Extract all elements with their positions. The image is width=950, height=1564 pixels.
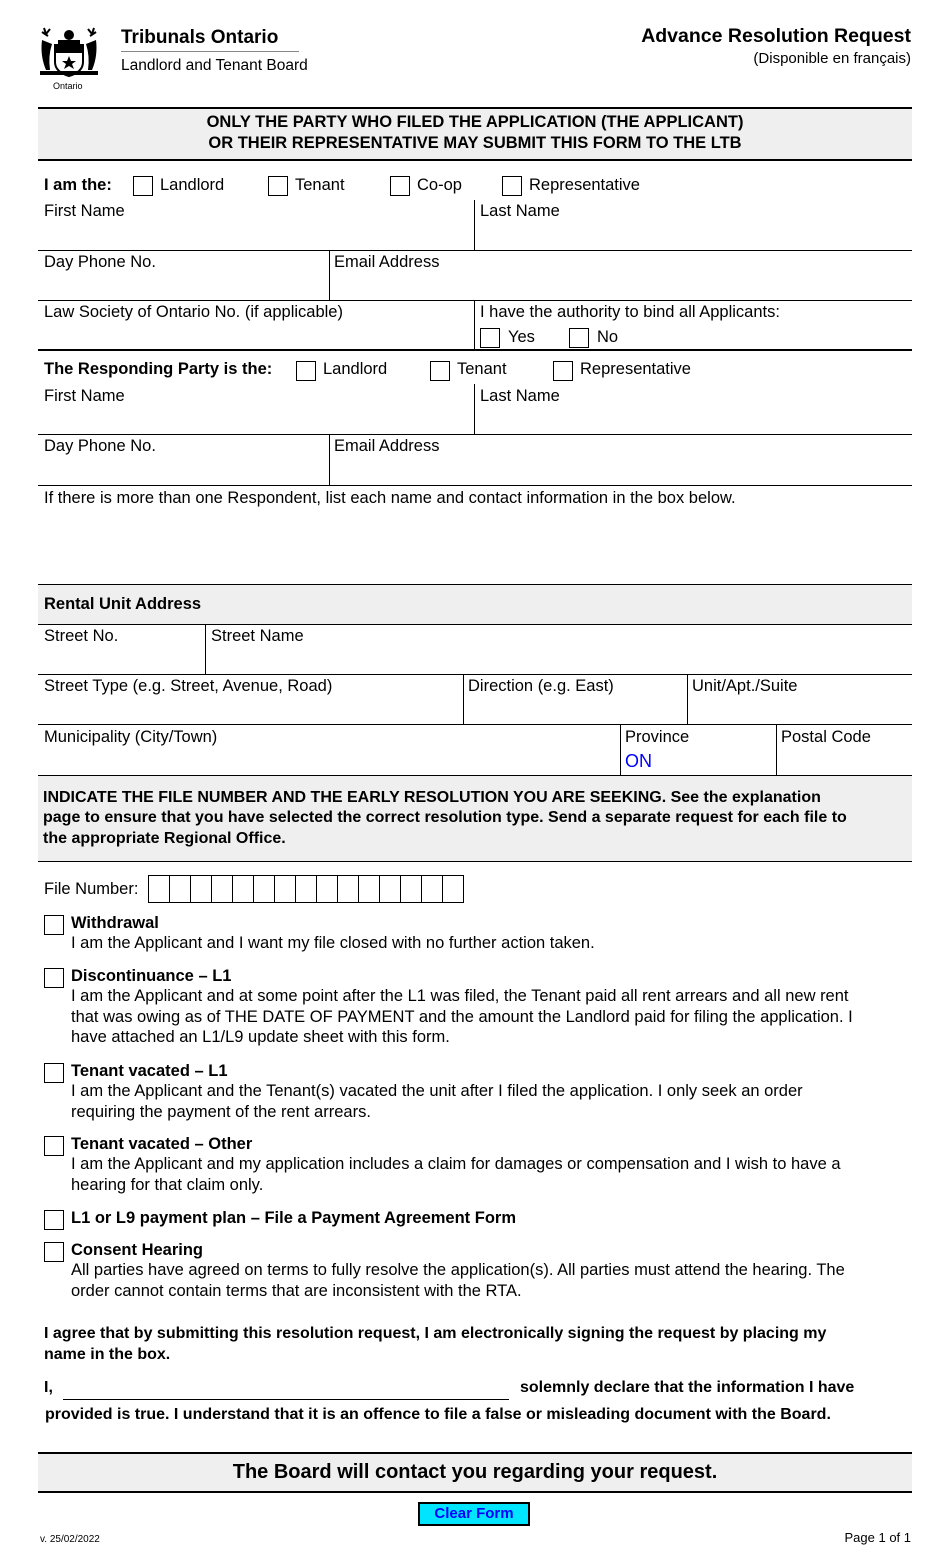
row-divider — [38, 300, 912, 301]
tenant-vacated-other-desc-line: hearing for that claim only. — [71, 1175, 264, 1194]
applicant-day-phone-field[interactable] — [38, 273, 328, 299]
respondent-day-phone-field[interactable] — [38, 457, 328, 484]
discontinuance-l1-desc-line: that was owing as of THE DATE OF PAYMENT and the amount the Landlord paid for filing the application. I — [71, 1007, 853, 1026]
consent-hearing-title: Consent Hearing — [71, 1241, 204, 1259]
board-name: Landlord and Tenant Board — [121, 57, 308, 74]
payment-plan-option — [71, 1208, 911, 1228]
agree-statement-line-1: I agree that by submitting this resolution request, I am electronically signing the request by placing my — [44, 1325, 827, 1342]
authority-yes-checkbox[interactable] — [480, 328, 500, 348]
respondent-role-tenant-label: Tenant — [457, 360, 507, 378]
withdrawal-option — [71, 913, 911, 954]
french-availability-note: (Disponible en français) — [753, 50, 911, 67]
tenant-vacated-l1-checkbox[interactable] — [44, 1063, 64, 1083]
withdrawal-checkbox[interactable] — [44, 915, 64, 935]
banner-bottom-rule — [38, 159, 912, 161]
authority-label: I have the authority to bind all Applicants: — [480, 303, 780, 321]
province-value[interactable]: ON — [625, 751, 652, 771]
field-divider — [474, 200, 475, 250]
respondent-first-name-label: First Name — [44, 387, 125, 405]
street-type-label: Street Type (e.g. Street, Avenue, Road) — [44, 677, 333, 695]
agree-statement-line-2: name in the box. — [44, 1346, 171, 1363]
rental-address-heading: Rental Unit Address — [44, 595, 202, 613]
tenant-vacated-other-title: Tenant vacated – Other — [71, 1135, 253, 1153]
instructions-line-3: the appropriate Regional Office. — [43, 830, 286, 847]
applicant-role-tenant-label: Tenant — [295, 176, 345, 194]
tenant-vacated-l1-title: Tenant vacated – L1 — [71, 1062, 228, 1080]
applicant-first-name-label: First Name — [44, 202, 125, 220]
discontinuance-l1-option — [71, 966, 911, 1048]
file-number-digit-box[interactable] — [232, 875, 254, 903]
discontinuance-l1-desc-line: have attached an L1/L9 update sheet with this form. — [71, 1028, 450, 1046]
respondent-role-landlord-checkbox[interactable] — [296, 361, 316, 381]
payment-plan-title: L1 or L9 payment plan – File a Payment Agreement Form — [71, 1209, 517, 1227]
tenant-vacated-l1-desc-line: requiring the payment of the rent arrears. — [71, 1102, 371, 1121]
more-respondents-note: If there is more than one Respondent, list each name and contact information in the box below. — [44, 489, 736, 507]
applicant-day-phone-label: Day Phone No. — [44, 253, 156, 271]
respondent-email-field[interactable] — [331, 457, 911, 484]
org-name: Tribunals Ontario — [121, 27, 279, 48]
respondent-email-label: Email Address — [334, 437, 440, 455]
withdrawal-desc-line: I am the Applicant and I want my file closed with no further action taken. — [71, 934, 595, 952]
applicant-role-coop-checkbox[interactable] — [390, 176, 410, 196]
declaration-i-label: I, — [44, 1379, 53, 1396]
tenant-vacated-other-checkbox[interactable] — [44, 1136, 64, 1156]
file-number-digit-box[interactable] — [400, 875, 422, 903]
row-divider — [38, 674, 912, 675]
file-number-digit-box[interactable] — [316, 875, 338, 903]
row-divider — [38, 485, 912, 486]
street-name-field[interactable] — [207, 647, 911, 673]
respondent-role-representative-checkbox[interactable] — [553, 361, 573, 381]
section-divider — [38, 349, 912, 351]
street-name-label: Street Name — [211, 627, 304, 645]
tenant-vacated-l1-option — [71, 1061, 911, 1122]
file-number-digit-box[interactable] — [421, 875, 443, 903]
street-no-field[interactable] — [38, 647, 205, 673]
file-number-digit-box[interactable] — [337, 875, 359, 903]
province-label: Province — [625, 728, 690, 746]
law-society-label: Law Society of Ontario No. (if applicable) — [44, 303, 343, 321]
postal-code-label: Postal Code — [781, 728, 871, 746]
unit-label: Unit/Apt./Suite — [692, 677, 798, 695]
solemn-declaration-text: solemnly declare that the information I have — [520, 1379, 855, 1396]
applicant-email-field[interactable] — [331, 273, 911, 299]
version-label: v. 25/02/2022 — [40, 1534, 100, 1545]
applicant-role-representative-checkbox[interactable] — [502, 176, 522, 196]
law-society-field[interactable] — [38, 323, 474, 349]
discontinuance-l1-desc-line: I am the Applicant and at some point after the L1 was filed, the Tenant paid all rent arrears and all new rent — [71, 987, 849, 1005]
applicant-email-label: Email Address — [334, 253, 440, 271]
consent-hearing-option — [71, 1240, 911, 1301]
respondent-role-representative-label: Representative — [580, 360, 691, 378]
consent-hearing-desc-line: order cannot contain terms that are inconsistent with the RTA. — [71, 1281, 522, 1300]
municipality-label: Municipality (City/Town) — [44, 728, 218, 746]
file-number-digit-box[interactable] — [253, 875, 275, 903]
instructions-line-2: page to ensure that you have selected the correct resolution type. Send a separate request for each file to — [43, 809, 847, 826]
respondent-last-name-field[interactable] — [476, 407, 912, 434]
page-number: Page 1 of 1 — [844, 1530, 911, 1545]
signature-name-field[interactable] — [63, 1374, 509, 1400]
applicant-last-name-label: Last Name — [480, 202, 560, 220]
applicant-role-representative-label: Representative — [529, 176, 640, 194]
responding-party-label: The Responding Party is the: — [44, 360, 273, 378]
tenant-vacated-l1-desc-line: I am the Applicant and the Tenant(s) vacated the unit after I filed the application. I only seek an order — [71, 1082, 803, 1100]
true-declaration-text: provided is true. I understand that it is an offence to file a false or misleading document with the Board. — [45, 1406, 831, 1423]
file-number-digit-box[interactable] — [295, 875, 317, 903]
field-divider — [329, 434, 330, 485]
direction-label: Direction (e.g. East) — [468, 677, 614, 695]
field-divider — [205, 624, 206, 674]
field-divider — [329, 250, 330, 300]
tenant-vacated-other-desc-line: I am the Applicant and my application includes a claim for damages or compensation and I wish to have a — [71, 1155, 841, 1173]
discontinuance-l1-title: Discontinuance – L1 — [71, 967, 232, 985]
field-divider — [776, 724, 777, 775]
field-divider — [687, 674, 688, 724]
authority-yes-label: Yes — [508, 328, 535, 346]
tenant-vacated-other-option — [71, 1134, 911, 1195]
banner-line-2: OR THEIR REPRESENTATIVE MAY SUBMIT THIS FORM TO THE LTB — [208, 134, 742, 152]
file-number-digit-box[interactable] — [442, 875, 464, 903]
banner-line-1: ONLY THE PARTY WHO FILED THE APPLICATION (THE APPLICANT) — [206, 113, 744, 131]
applicant-role-coop-label: Co-op — [417, 176, 462, 194]
row-divider — [38, 434, 912, 435]
unit-field[interactable] — [689, 697, 911, 723]
respondent-first-name-field[interactable] — [38, 407, 474, 434]
section-divider — [38, 861, 912, 862]
field-divider — [463, 674, 464, 724]
footer-bottom-rule — [38, 1491, 912, 1493]
applicant-role-tenant-checkbox[interactable] — [268, 176, 288, 196]
municipality-field[interactable] — [38, 748, 619, 774]
file-number-digit-box[interactable] — [274, 875, 296, 903]
authority-no-checkbox[interactable] — [569, 328, 589, 348]
file-number-digit-box[interactable] — [190, 875, 212, 903]
direction-field[interactable] — [465, 697, 686, 723]
applicant-role-landlord-checkbox[interactable] — [133, 176, 153, 196]
file-number-label: File Number: — [44, 880, 139, 898]
field-divider — [620, 724, 621, 775]
respondent-role-tenant-checkbox[interactable] — [430, 361, 450, 381]
consent-hearing-desc-line: All parties have agreed on terms to fully resolve the application(s). All parties must attend the hearing. The — [71, 1261, 845, 1279]
file-number-digit-box[interactable] — [379, 875, 401, 903]
file-number-digit-box[interactable] — [169, 875, 191, 903]
payment-plan-checkbox[interactable] — [44, 1210, 64, 1230]
respondent-role-landlord-label: Landlord — [323, 360, 388, 378]
row-divider — [38, 624, 912, 625]
consent-hearing-checkbox[interactable] — [44, 1242, 64, 1262]
withdrawal-title: Withdrawal — [71, 914, 159, 932]
i-am-the-label: I am the: — [44, 176, 112, 194]
postal-code-field[interactable] — [778, 748, 911, 774]
form-title: Advance Resolution Request — [641, 25, 911, 47]
contact-message: The Board will contact you regarding your request. — [232, 1461, 718, 1483]
respondent-last-name-label: Last Name — [480, 387, 560, 405]
instructions-line-1: INDICATE THE FILE NUMBER AND THE EARLY RESOLUTION YOU ARE SEEKING. See the explanation — [43, 789, 821, 806]
logo-caption: Ontario — [53, 81, 83, 91]
header-divider — [121, 51, 299, 52]
respondent-day-phone-label: Day Phone No. — [44, 437, 156, 455]
applicant-first-name-field[interactable] — [38, 222, 474, 249]
field-divider — [474, 384, 475, 434]
street-no-label: Street No. — [44, 627, 119, 645]
row-divider — [38, 724, 912, 725]
clear-form-button[interactable]: Clear Form — [418, 1502, 530, 1526]
more-respondents-textarea[interactable] — [38, 512, 912, 582]
authority-no-label: No — [597, 328, 619, 346]
street-type-field[interactable] — [38, 697, 462, 723]
field-divider — [474, 300, 475, 350]
applicant-last-name-field[interactable] — [476, 222, 912, 249]
discontinuance-l1-checkbox[interactable] — [44, 968, 64, 988]
row-divider — [38, 250, 912, 251]
file-number-digit-box[interactable] — [358, 875, 380, 903]
applicant-role-landlord-label: Landlord — [160, 176, 225, 194]
file-number-digit-box[interactable] — [211, 875, 233, 903]
file-number-digit-box[interactable] — [148, 875, 170, 903]
